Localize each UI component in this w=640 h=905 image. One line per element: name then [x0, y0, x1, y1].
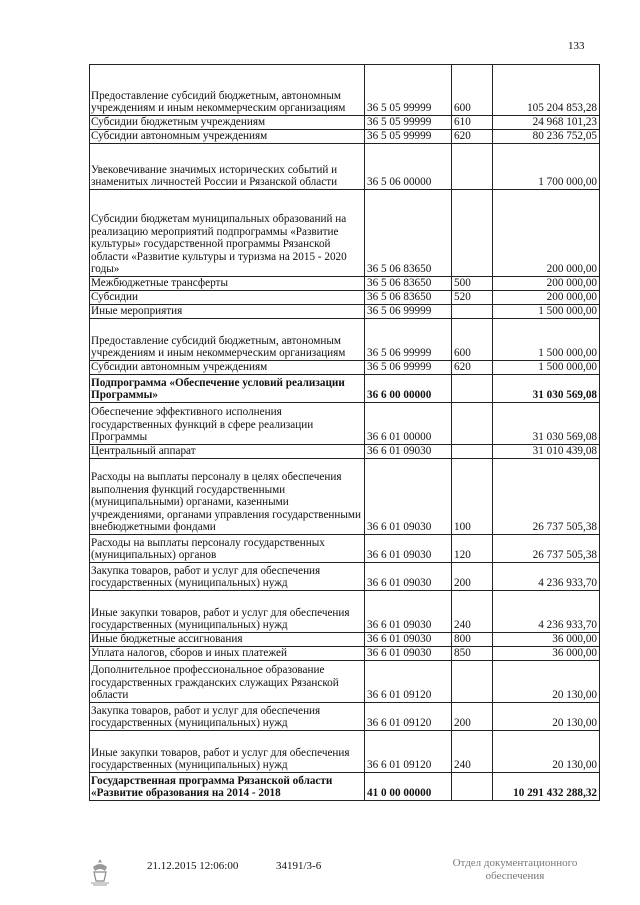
row-code-cell: 36 6 01 09030 [365, 563, 452, 591]
table-row [90, 116, 600, 130]
row-code-cell: 36 5 06 83650 [365, 291, 452, 305]
table-row [90, 65, 600, 116]
row-amount-cell: 80 236 752,05 [493, 130, 600, 144]
row-name-cell: Иные мероприятия [90, 305, 365, 319]
row-name-cell: Иные закупки товаров, работ и услуг для обеспечения государственных (муниципальных) нужд [90, 731, 365, 773]
row-name-cell: Предоставление субсидий бюджетным, автономным учреждениям и иным некоммерческим организациям [90, 65, 365, 116]
page-number: 133 [568, 40, 585, 52]
row-name-cell: Расходы на выплаты персоналу государственных (муниципальных) органов [90, 535, 365, 563]
row-name-cell: Закупка товаров, работ и услуг для обеспечения государственных (муниципальных) нужд [90, 703, 365, 731]
table-row [90, 633, 600, 647]
row-name-cell: Дополнительное профессиональное образование государственных гражданских служащих Рязанской области [90, 661, 365, 703]
row-type-cell: 620 [452, 361, 493, 375]
row-name-cell: Центральный аппарат [90, 445, 365, 459]
row-name-cell: Подпрограмма «Обеспечение условий реализации Программы» [90, 375, 365, 403]
budget-table-body [90, 65, 600, 801]
row-type-cell: 240 [452, 591, 493, 633]
table-row [90, 731, 600, 773]
table-row [90, 703, 600, 731]
row-amount-cell: 1 500 000,00 [493, 361, 600, 375]
row-type-cell: 120 [452, 535, 493, 563]
row-amount-cell: 1 500 000,00 [493, 305, 600, 319]
row-type-cell [452, 773, 493, 801]
row-name-cell: Межбюджетные трансферты [90, 277, 365, 291]
row-amount-cell: 200 000,00 [493, 277, 600, 291]
row-code-cell: 36 6 01 09030 [365, 633, 452, 647]
row-name-cell: Предоставление субсидий бюджетным, автономным учреждениям и иным некоммерческим организациям [90, 319, 365, 361]
row-type-cell [452, 144, 493, 190]
emblem-icon [87, 857, 113, 887]
table-row [90, 361, 600, 375]
row-amount-cell: 200 000,00 [493, 291, 600, 305]
table-row [90, 403, 600, 445]
table-row [90, 661, 600, 703]
row-name-cell: Уплата налогов, сборов и иных платежей [90, 647, 365, 661]
row-type-cell: 500 [452, 277, 493, 291]
table-row [90, 773, 600, 801]
row-code-cell: 36 6 01 09120 [365, 731, 452, 773]
row-name-cell: Закупка товаров, работ и услуг для обеспечения государственных (муниципальных) нужд [90, 563, 365, 591]
row-amount-cell: 105 204 853,28 [493, 65, 600, 116]
table-row [90, 190, 600, 277]
row-type-cell: 600 [452, 319, 493, 361]
row-type-cell: 200 [452, 563, 493, 591]
row-name-cell: Субсидии бюджетным учреждениям [90, 116, 365, 130]
footer-department-stamp: Отдел документационного обеспечения [452, 857, 578, 882]
row-type-cell: 100 [452, 459, 493, 535]
table-row [90, 591, 600, 633]
row-amount-cell: 31 010 439,08 [493, 445, 600, 459]
row-amount-cell: 4 236 933,70 [493, 563, 600, 591]
row-name-cell: Субсидии [90, 291, 365, 305]
row-type-cell: 800 [452, 633, 493, 647]
table-row [90, 535, 600, 563]
row-code-cell: 36 6 01 09120 [365, 703, 452, 731]
row-amount-cell: 10 291 432 288,32 [493, 773, 600, 801]
row-code-cell: 36 6 01 09120 [365, 661, 452, 703]
row-code-cell: 36 6 01 00000 [365, 403, 452, 445]
row-code-cell: 36 5 06 83650 [365, 190, 452, 277]
row-type-cell [452, 661, 493, 703]
table-row [90, 445, 600, 459]
row-amount-cell: 4 236 933,70 [493, 591, 600, 633]
table-row [90, 305, 600, 319]
row-code-cell: 36 5 05 99999 [365, 130, 452, 144]
row-code-cell: 36 6 01 09030 [365, 591, 452, 633]
table-row [90, 319, 600, 361]
table-row [90, 144, 600, 190]
row-code-cell: 36 6 01 09030 [365, 445, 452, 459]
table-row [90, 130, 600, 144]
page-footer [0, 857, 640, 897]
row-code-cell: 36 5 06 99999 [365, 319, 452, 361]
row-name-cell: Расходы на выплаты персоналу в целях обеспечения выполнения функций государственными (муниципальными) органами, казенными учреждениями, органами управления государственными внебюджетными фондами [90, 459, 365, 535]
row-amount-cell: 24 968 101,23 [493, 116, 600, 130]
row-amount-cell: 1 700 000,00 [493, 144, 600, 190]
row-type-cell [452, 403, 493, 445]
row-code-cell: 36 6 01 09030 [365, 535, 452, 563]
row-code-cell: 36 6 01 09030 [365, 647, 452, 661]
row-type-cell [452, 190, 493, 277]
budget-table [89, 64, 600, 801]
row-name-cell: Субсидии автономным учреждениям [90, 361, 365, 375]
table-row [90, 647, 600, 661]
row-type-cell: 620 [452, 130, 493, 144]
row-type-cell: 240 [452, 731, 493, 773]
table-row [90, 375, 600, 403]
row-type-cell [452, 305, 493, 319]
row-name-cell: Обеспечение эффективного исполнения государственных функций в сфере реализации Программы [90, 403, 365, 445]
row-name-cell: Субсидии бюджетам муниципальных образований на реализацию мероприятий подпрограммы «Развитие культуры» государственной программы Рязанской области «Развитие культуры и туризма на 2015 - 2020 годы» [90, 190, 365, 277]
row-code-cell: 36 6 01 09030 [365, 459, 452, 535]
row-code-cell: 36 5 06 99999 [365, 305, 452, 319]
row-code-cell: 36 5 06 83650 [365, 277, 452, 291]
row-name-cell: Государственная программа Рязанской области «Развитие образования на 2014 - 2018 [90, 773, 365, 801]
table-row [90, 563, 600, 591]
row-type-cell: 600 [452, 65, 493, 116]
row-type-cell: 200 [452, 703, 493, 731]
footer-date: 21.12.2015 12:06:00 [147, 860, 239, 872]
row-amount-cell: 36 000,00 [493, 633, 600, 647]
table-row [90, 291, 600, 305]
table-row [90, 277, 600, 291]
row-type-cell [452, 375, 493, 403]
table-row [90, 459, 600, 535]
row-name-cell: Субсидии автономным учреждениям [90, 130, 365, 144]
row-type-cell [452, 445, 493, 459]
row-name-cell: Иные закупки товаров, работ и услуг для обеспечения государственных (муниципальных) нужд [90, 591, 365, 633]
row-name-cell: Увековечивание значимых исторических событий и знаменитых личностей России и Рязанской области [90, 144, 365, 190]
footer-document-number: 34191/3-6 [276, 860, 322, 872]
row-name-cell: Иные бюджетные ассигнования [90, 633, 365, 647]
row-amount-cell: 31 030 569,08 [493, 375, 600, 403]
row-code-cell: 36 5 06 00000 [365, 144, 452, 190]
row-amount-cell: 36 000,00 [493, 647, 600, 661]
row-amount-cell: 26 737 505,38 [493, 535, 600, 563]
row-amount-cell: 26 737 505,38 [493, 459, 600, 535]
row-code-cell: 36 5 06 99999 [365, 361, 452, 375]
row-type-cell: 850 [452, 647, 493, 661]
row-amount-cell: 31 030 569,08 [493, 403, 600, 445]
row-type-cell: 610 [452, 116, 493, 130]
row-type-cell: 520 [452, 291, 493, 305]
row-code-cell: 36 5 05 99999 [365, 116, 452, 130]
row-code-cell: 36 6 00 00000 [365, 375, 452, 403]
row-code-cell: 36 5 05 99999 [365, 65, 452, 116]
row-code-cell: 41 0 00 00000 [365, 773, 452, 801]
row-amount-cell: 20 130,00 [493, 731, 600, 773]
row-amount-cell: 20 130,00 [493, 661, 600, 703]
row-amount-cell: 1 500 000,00 [493, 319, 600, 361]
row-amount-cell: 200 000,00 [493, 190, 600, 277]
row-amount-cell: 20 130,00 [493, 703, 600, 731]
